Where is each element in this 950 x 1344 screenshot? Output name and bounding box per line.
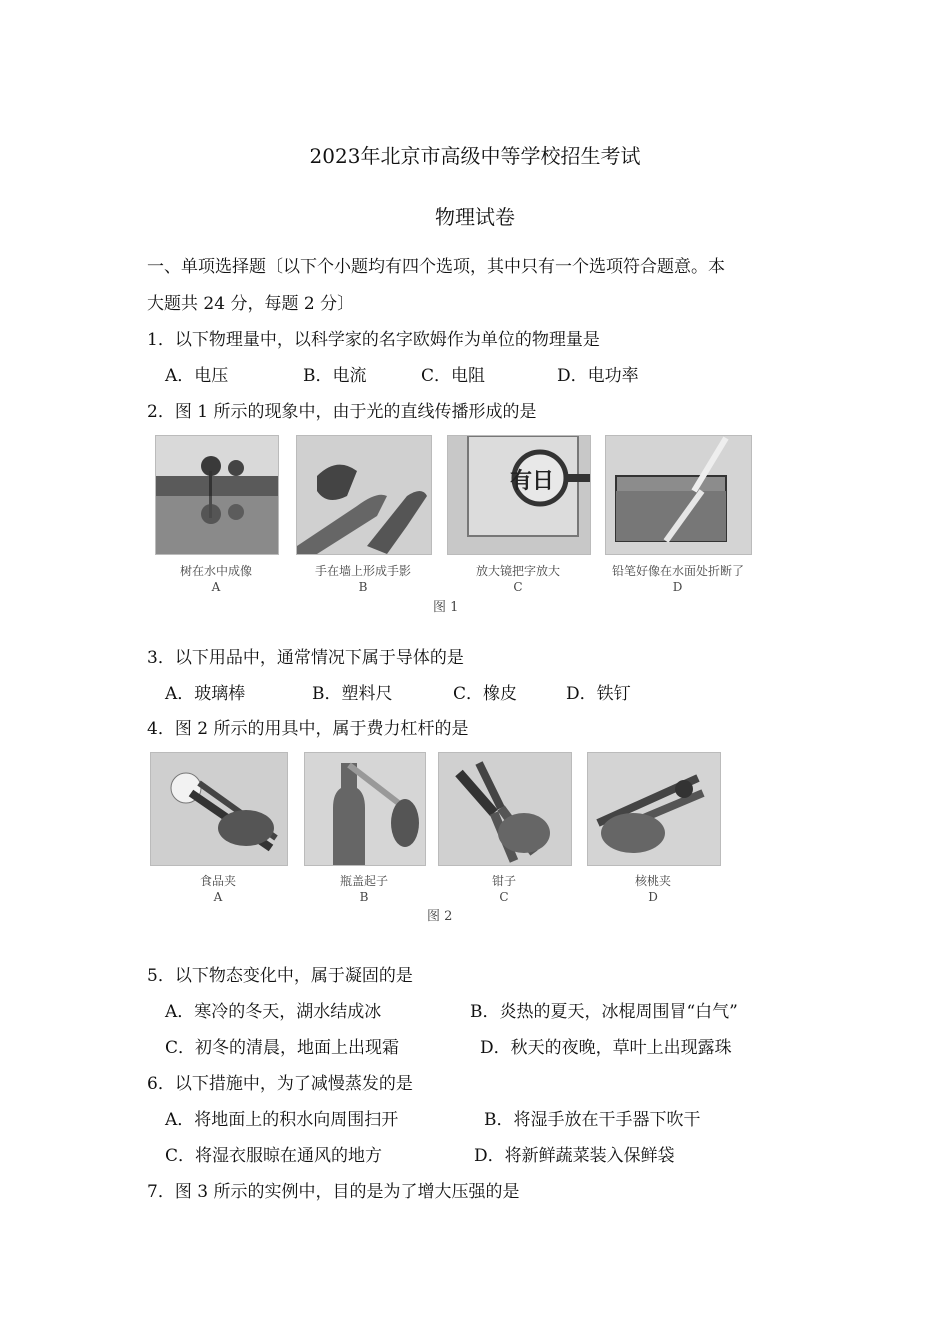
figure-1-caption-c: 放大镜把字放大 [475,564,560,578]
figure-2-caption-c: 钳子 [491,874,516,888]
question-1-option-d: D．电功率 [557,366,639,386]
question-5-stem: 5．以下物态变化中，属于凝固的是 [147,966,413,986]
question-5-option-c: C．初冬的清晨，地面上出现霜 [165,1038,400,1058]
tree-reflection-illustration [156,436,278,554]
question-5-option-b: B．炎热的夏天，冰棍周围冒“白气” [470,1002,738,1022]
figure-2-caption-b: 瓶盖起子 [339,874,388,888]
figure-1-photo-c [447,435,591,555]
figure-2-photo-c [438,752,572,866]
figure-2-label: 图 2 [427,909,453,924]
figure-2-letter-b: B [359,890,369,904]
question-1-option-a: A．电压 [165,366,229,386]
food-tongs-illustration [151,753,287,865]
question-1-option-c: C．电阻 [421,366,486,386]
figure-1-letter-c: C [513,580,523,594]
figure-1-caption-b: 手在墙上形成手影 [314,564,411,578]
figure-2-photo-b [304,752,426,866]
figure-2-photo-d [587,752,721,866]
question-6-option-b: B．将湿手放在干手器下吹干 [484,1110,701,1130]
paper-subtitle: 物理试卷 [435,205,515,229]
figure-1-photo-b [296,435,432,555]
figure-2-photo-a [150,752,288,866]
figure-1-letter-d: D [672,580,683,594]
figure-2-caption-a: 食品夹 [199,874,236,888]
question-3-option-b: B．塑料尺 [312,684,393,704]
question-3-option-d: D．铁钉 [566,684,631,704]
figure-2-letter-d: D [648,890,658,904]
question-2-stem: 2．图 1 所示的现象中，由于光的直线传播形成的是 [147,402,537,422]
hand-shadow-illustration [297,436,431,554]
question-4-stem: 4．图 2 所示的用具中，属于费力杠杆的是 [147,719,469,739]
magnifier-text: 有日 [510,469,555,494]
question-6-option-a: A．将地面上的积水向周围扫开 [165,1110,399,1130]
question-1-option-b: B．电流 [303,366,367,386]
question-6-stem: 6．以下措施中，为了减慢蒸发的是 [147,1074,413,1094]
bottle-opener-illustration [305,753,425,865]
figure-2-caption-d: 核桃夹 [634,874,671,888]
question-3-option-c: C．橡皮 [453,684,518,704]
figure-2-letter-a: A [213,890,223,904]
figure-1-caption-d: 铅笔好像在水面处折断了 [611,564,744,578]
figure-1-label: 图 1 [433,600,459,615]
question-7-stem: 7．图 3 所示的实例中，目的是为了增大压强的是 [147,1182,520,1202]
question-6-option-d: D．将新鲜蔬菜装入保鲜袋 [474,1146,675,1166]
question-6-option-c: C．将湿衣服晾在通风的地方 [165,1146,383,1166]
pliers-illustration [439,753,571,865]
section-intro-line2: 大题共 24 分，每题 2 分〕 [147,294,355,314]
question-3-option-a: A．玻璃棒 [165,684,246,704]
figure-1-photo-d [605,435,752,555]
nutcracker-illustration [588,753,720,865]
question-5-option-d: D．秋天的夜晚，草叶上出现露珠 [480,1038,732,1058]
section-intro-line1: 一、单项选择题〔以下个小题均有四个选项，其中只有一个选项符合题意。本 [147,257,725,277]
figure-1-letter-a: A [211,580,221,594]
figure-1-photo-a [155,435,279,555]
exam-title: 2023年北京市高级中等学校招生考试 [309,144,641,168]
figure-1-letter-b: B [358,580,368,594]
figure-1-caption-a: 树在水中成像 [179,564,252,578]
question-1-stem: 1．以下物理量中，以科学家的名字欧姆作为单位的物理量是 [147,330,600,350]
pencil-in-water-illustration [606,436,751,554]
question-5-option-a: A．寒冷的冬天，湖水结成冰 [165,1002,382,1022]
figure-2-letter-c: C [499,890,509,904]
question-3-stem: 3．以下用品中，通常情况下属于导体的是 [147,648,464,668]
magnifier-illustration [448,436,590,554]
